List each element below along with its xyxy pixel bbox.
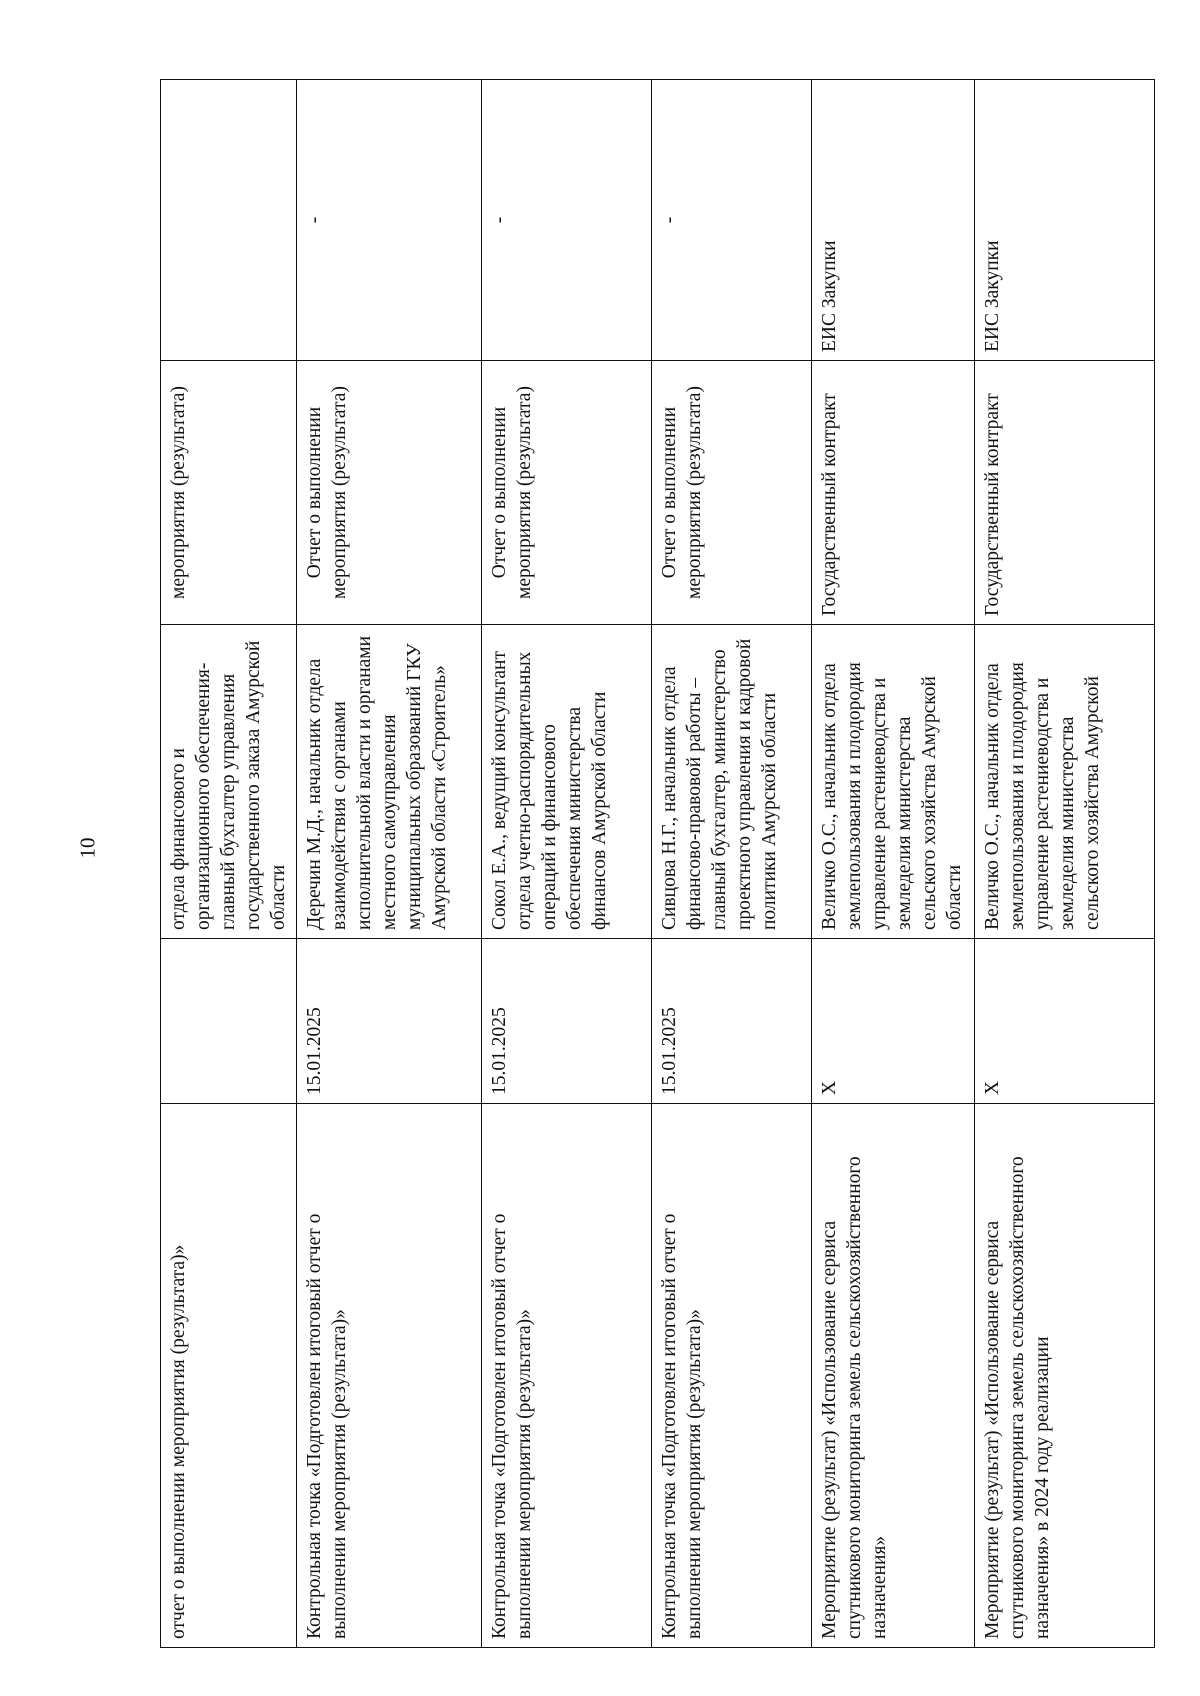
date-cell: 15.01.2025: [481, 939, 651, 1104]
system-cell: ЕИС Закупки: [974, 80, 1154, 361]
document-cell: Государственный контракт: [974, 361, 1154, 625]
date-cell: 15.01.2025: [296, 939, 481, 1104]
date-cell: X: [974, 939, 1154, 1104]
table-row: [481, 80, 651, 1648]
system-cell: -: [651, 80, 811, 361]
responsible-cell: отдела финансового и организационного обеспечения-главный бухгалтер управления государственного заказа Амурской области: [161, 625, 297, 939]
event-cell: отчет о выполнении мероприятия (результата)»: [161, 1104, 297, 1648]
table-row: [651, 80, 811, 1648]
control-points-table: [160, 79, 1155, 1648]
table-row: [161, 80, 297, 1648]
table-row: [296, 80, 481, 1648]
event-cell: Контрольная точка «Подготовлен итоговый отчет о выполнении мероприятия (результата)»: [296, 1104, 481, 1648]
date-cell: [161, 939, 297, 1104]
document-cell: Государственный контракт: [811, 361, 974, 625]
event-cell: Мероприятие (результат) «Использование сервиса спутникового мониторинга земель сельскохозяйственного назначения» в 2024 году реализации: [974, 1104, 1154, 1648]
rotated-table-container: [160, 80, 1148, 1648]
document-cell: мероприятия (результата): [161, 361, 297, 625]
event-cell: Мероприятие (результат) «Использование сервиса спутникового мониторинга земель сельскохозяйственного назначения»: [811, 1104, 974, 1648]
responsible-cell: Сокол Е.А., ведущий консультант отдела учетно-распорядительных операций и финансового обеспечения министерства финансов Амурской области: [481, 625, 651, 939]
date-cell: 15.01.2025: [651, 939, 811, 1104]
table-row: [974, 80, 1154, 1648]
responsible-cell: Деречин М.Д., начальник отдела взаимодействия с органами исполнительной власти и органами местного самоуправления муниципальных образований ГКУ Амурской области «Строитель»: [296, 625, 481, 939]
table-row: [811, 80, 974, 1648]
event-cell: Контрольная точка «Подготовлен итоговый отчет о выполнении мероприятия (результата)»: [651, 1104, 811, 1648]
document-cell: Отчет о выполнении мероприятия (результата): [296, 361, 481, 625]
system-cell: -: [481, 80, 651, 361]
document-cell: Отчет о выполнении мероприятия (результата): [651, 361, 811, 625]
document-cell: Отчет о выполнении мероприятия (результата): [481, 361, 651, 625]
event-cell: Контрольная точка «Подготовлен итоговый отчет о выполнении мероприятия (результата)»: [481, 1104, 651, 1648]
responsible-cell: Величко О.С., начальник отдела землепользования и плодородия управление растениеводства и земледелия министерства сельского хозяйства Амурской области: [811, 625, 974, 939]
system-cell: [161, 80, 297, 361]
page-number: 10: [75, 837, 100, 859]
responsible-cell: Величко О.С., начальник отдела землепользования и плодородия управление растениеводства и земледелия министерства сельского хозяйства Амурской: [974, 625, 1154, 939]
date-cell: X: [811, 939, 974, 1104]
system-cell: ЕИС Закупки: [811, 80, 974, 361]
system-cell: -: [296, 80, 481, 361]
responsible-cell: Сивцова Н.Г., начальник отдела финансово-правовой работы – главный бухгалтер, министерство проектного управления и кадровой политики Амурской области: [651, 625, 811, 939]
